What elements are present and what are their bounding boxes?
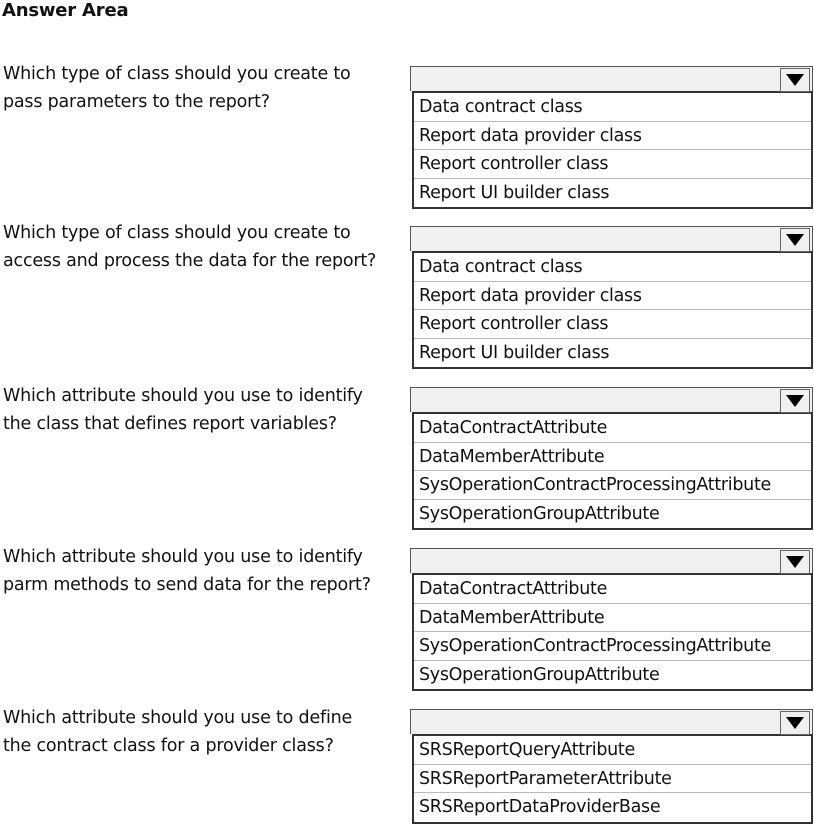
question-4-dropdown[interactable] [410,548,813,691]
dropdown-selected-value[interactable] [410,387,813,412]
question-1-text: Which type of class should you create to pass parameters to the report? [3,64,351,112]
dropdown-option[interactable]: SysOperationGroupAttribute [419,664,660,685]
dropdown-option[interactable]: Report data provider class [414,122,811,151]
question-1-dropdown[interactable] [410,66,813,209]
dropdown-selected-value[interactable] [410,66,813,91]
dropdown-option[interactable]: Report controller class [414,150,811,179]
dropdown-options-list [412,734,813,824]
dropdown-option[interactable]: Data contract class [414,93,811,122]
question-2-text: Which type of class should you create to access and process the data for the report? [3,223,377,271]
dropdown-option[interactable]: Data contract class [414,253,811,282]
question-5-text: Which attribute should you use to define the contract class for a provider class? [3,708,353,756]
question-5-dropdown[interactable] [410,709,813,824]
question-3-dropdown[interactable] [410,387,813,530]
chevron-down-icon[interactable] [780,389,810,413]
dropdown-option[interactable]: Report controller class [414,310,811,339]
dropdown-option[interactable]: SysOperationContractProcessingAttribute [414,632,811,661]
dropdown-option[interactable]: Report UI builder class [419,342,610,363]
chevron-down-icon[interactable] [780,711,810,735]
chevron-down-icon[interactable] [780,68,810,92]
dropdown-options-list [412,573,813,691]
question-4-text: Which attribute should you use to identify parm methods to send data for the report? [3,547,371,595]
dropdown-option[interactable]: SRSReportDataProviderBase [419,797,661,817]
dropdown-option[interactable]: DataContractAttribute [414,575,811,604]
dropdown-selected-value[interactable] [410,709,813,734]
dropdown-selected-value[interactable] [410,548,813,573]
question-3-text: Which attribute should you use to identify the class that defines report variables? [3,386,363,434]
chevron-down-icon[interactable] [780,228,810,252]
dropdown-option[interactable]: SysOperationGroupAttribute [419,503,660,524]
dropdown-options-list [412,412,813,530]
dropdown-option[interactable]: SysOperationContractProcessingAttribute [414,471,811,500]
dropdown-option[interactable]: Report UI builder class [419,182,610,203]
dropdown-option[interactable]: DataMemberAttribute [414,604,811,633]
answer-area-title: Answer Area [2,0,129,21]
question-2-dropdown[interactable] [410,226,813,369]
dropdown-option[interactable]: DataContractAttribute [414,414,811,443]
dropdown-option[interactable]: DataMemberAttribute [414,443,811,472]
chevron-down-icon[interactable] [780,550,810,574]
dropdown-options-list [412,91,813,209]
dropdown-option[interactable]: SRSReportParameterAttribute [414,765,811,794]
dropdown-option[interactable]: Report data provider class [414,282,811,311]
dropdown-selected-value[interactable] [410,226,813,251]
dropdown-options-list [412,251,813,369]
dropdown-option[interactable]: SRSReportQueryAttribute [414,736,811,765]
